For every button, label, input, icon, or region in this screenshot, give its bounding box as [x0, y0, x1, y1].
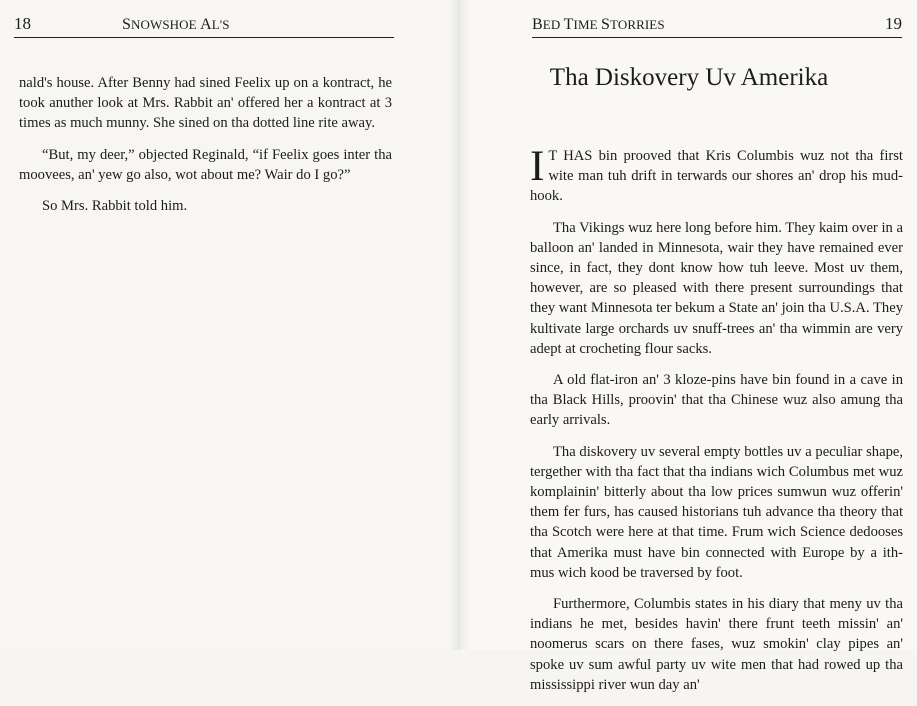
paragraph: Furthermore, Columbis states in his diary that meny uv tha indians he met, besides havin' there frunt teeth missin' an' noomerus scars on there fases, wuz smokin' clay pipes an' spoke uv sum awful party uv wite men that had rowed up tha mississippi river wun day an' — [530, 596, 903, 693]
left-running-head — [14, 6, 394, 38]
right-page-number: 19 — [885, 14, 902, 33]
right-running-title — [532, 16, 665, 34]
paragraph: A old flat-iron an' 3 kloze-pins have bin found in a cave in tha Black Hills, proovin' that tha Chinese wuz also amung tha early arrivals. — [530, 372, 903, 429]
running-title-cap: B — [532, 16, 543, 33]
running-title-word: IME — [573, 17, 598, 32]
running-title-cap: T — [563, 16, 574, 33]
left-body-text — [19, 73, 392, 227]
left-running-title — [122, 16, 230, 34]
running-title-cap: A — [200, 16, 212, 33]
drop-cap: I — [530, 143, 545, 190]
right-body-text — [530, 143, 903, 706]
running-title-cap: S — [122, 16, 131, 33]
paragraph: Tha diskovery uv several empty bottles uv a peculiar shape, tergether with tha fact that tha indians wich Columbus met wuz komplainin' bitterly about tha low prices sumwun wuz offerin' them fer furs, has caused historians tuh advance tha theory that tha Scotch were here at that time. Frum wich Science dedooses that Amerika must have bin connected with Europe by a ith-mus wich kood be traversed by foot. — [530, 443, 903, 581]
running-title-word: NOWSHOE — [131, 17, 197, 32]
lead-paragraph — [530, 143, 903, 207]
running-title-word: ED — [542, 17, 561, 32]
book-gutter — [448, 0, 470, 650]
paragraph: Tha Vikings wuz here long before him. They kaim over in a balloon an' landed in Minnesota, wair they have remained ever since, in fact, they dont know how tuh leeve. Most uv them, however, are so pleased with there present surroundings that they want Minnesota ter bekum a State an' join tha U.S.A. They kultivate large orchards uv snuff-trees an' tha wimmin are very adept at crocheting flour sacks. — [530, 219, 903, 357]
right-running-head — [532, 6, 902, 38]
paragraph: “But, my deer,” objected Reginald, “if Feelix goes inter tha moovees, an' yew go also, wot about me? Wair do I go?” — [19, 146, 392, 183]
paragraph: nald's house. After Benny had sined Feelix up on a kontract, he took anuther look at Mrs. Rabbit an' offered her a kontract at 3 times as much munny. She sined on tha dotted line rite away. — [19, 75, 392, 132]
header-rule — [14, 37, 394, 38]
header-rule — [532, 37, 902, 38]
running-title-word: TORRIES — [610, 17, 665, 32]
left-page — [0, 0, 458, 650]
right-page — [458, 0, 917, 693]
running-title-cap: S — [601, 16, 611, 33]
paragraph: So Mrs. Rabbit told him. — [42, 198, 188, 215]
lead-paragraph-text: T HAS bin prooved that Kris Columbis wuz not tha first wite man tuh drift in terwards our shores an' drop his mud-hook. — [530, 148, 903, 205]
left-page-number: 18 — [14, 14, 31, 33]
running-title-word: L'S — [211, 17, 230, 32]
chapter-title: Tha Diskovery Uv Amerika — [549, 64, 829, 91]
